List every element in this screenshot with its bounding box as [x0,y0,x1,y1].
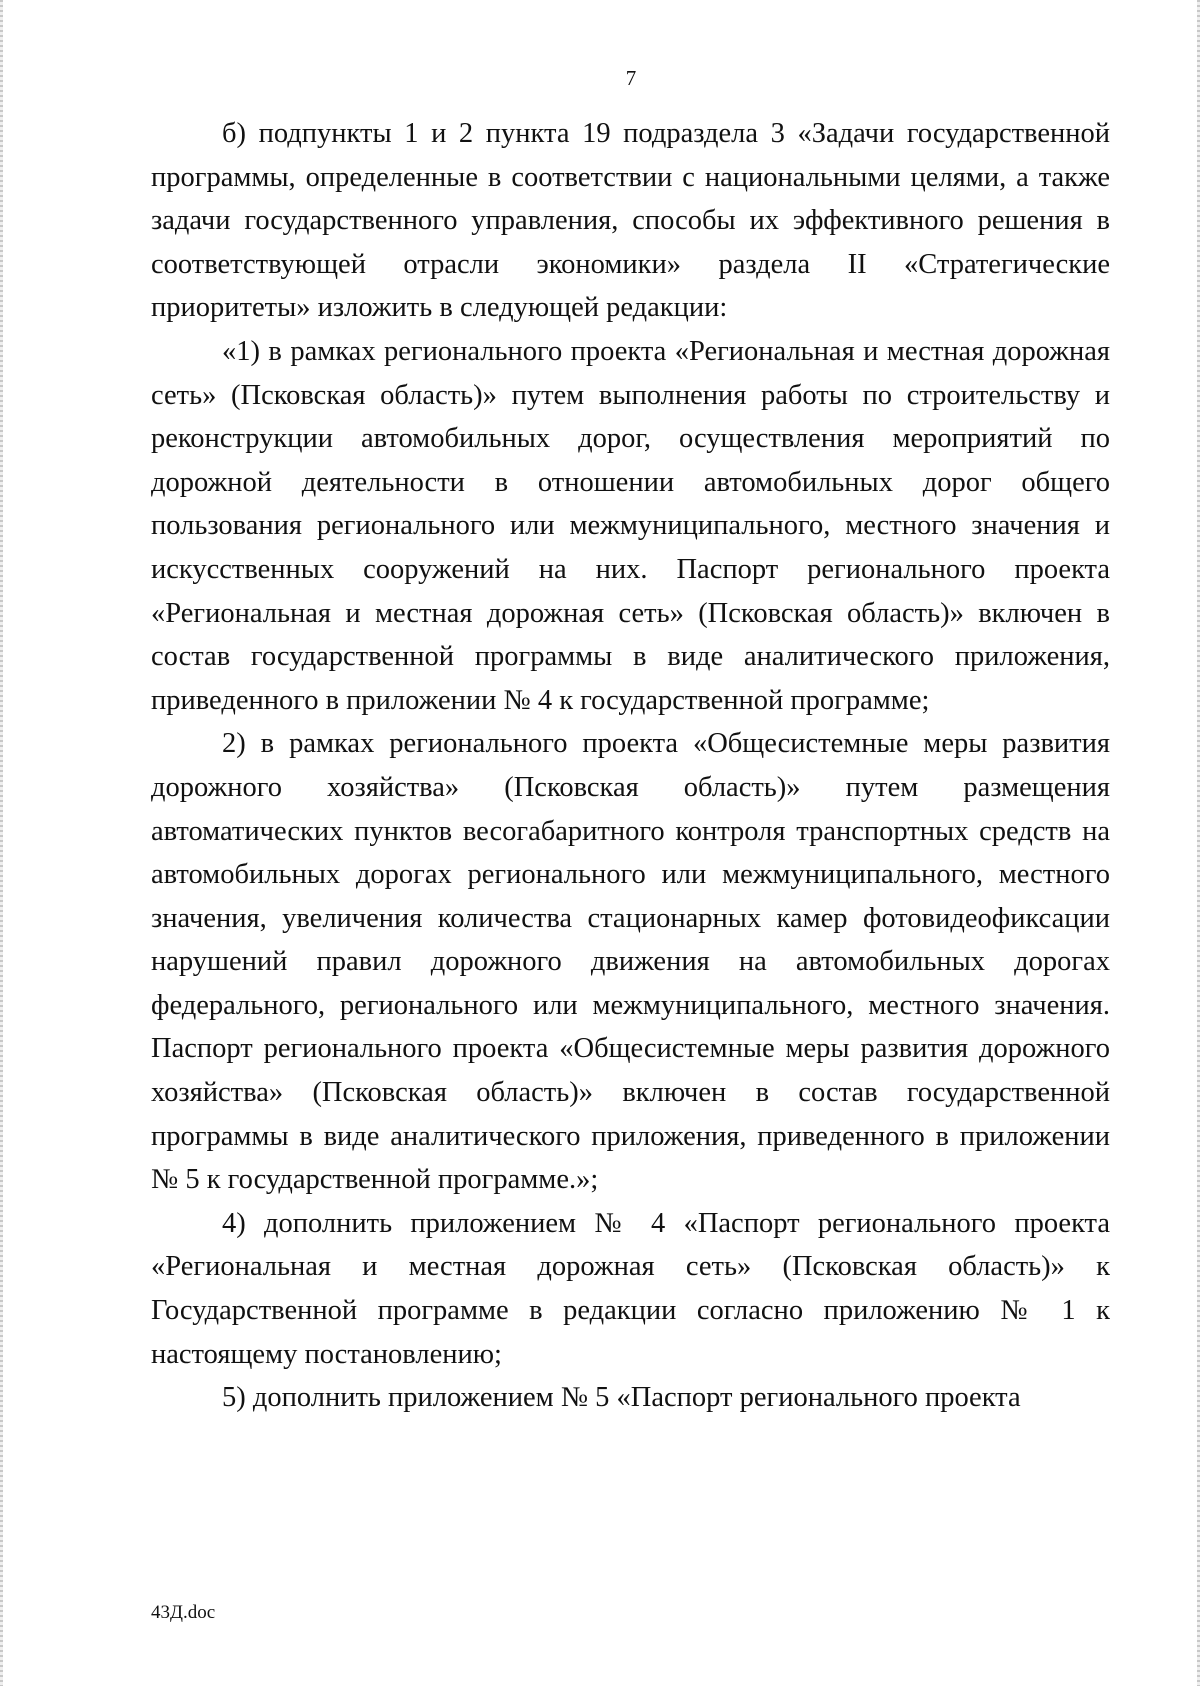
paragraph-subitems-1-2-amendment: б) подпункты 1 и 2 пункта 19 подраздела 3 «Задачи государственной программы, определенные в соответствии с национальными целями, а также задачи государственного управления, способы их эффективного решения в соответствующей отрасли экономики» раздела II «Стратегические приоритеты» изложить в следующей редакции: [151,118,1110,324]
paragraph-item-4-appendix-4: 4) дополнить приложением № 4 «Паспорт регионального проекта «Региональная и местная дорожная сеть» (Псковская область)» к Государственной программе в редакции согласно приложению № 1 к настоящему постановлению; [151,1207,1110,1370]
footer-filename: 43Д.doc [151,1602,216,1623]
paragraph-item-5-appendix-5: 5) дополнить приложением № 5 «Паспорт регионального проекта [222,1382,1021,1414]
scan-edge-left [0,0,3,1686]
paragraph-item-1-road-network: «1) в рамках регионального проекта «Региональная и местная дорожная сеть» (Псковская область)» путем выполнения работы по строительству и реконструкции автомобильных дорог, осуществления мероприятий по дорожной деятельности в отношении автомобильных дорог общего пользования регионального или межмуниципального, местного значения и искусственных сооружений на них. Паспорт регионального проекта «Региональная и местная дорожная сеть» (Псковская область)» включен в состав государственной программы в виде аналитического приложения, приведенного в приложении № 4 к государственной программе; [151,335,1110,716]
page-number: 7 [625,66,637,90]
document-body [151,112,1110,1420]
paragraph-item-2-road-management: 2) в рамках регионального проекта «Общесистемные меры развития дорожного хозяйства» (Псковская область)» путем размещения автоматических пунктов весогабаритного контроля транспортных средств на автомобильных дорогах регионального или межмуниципального, местного значения, увеличения количества стационарных камер фотовидеофиксации нарушений правил дорожного движения на автомобильных дорогах федерального, регионального или межмуниципального, местного значения. Паспорт регионального проекта «Общесистемные меры развития дорожного хозяйства» (Псковская область)» включен в состав государственной программы в виде аналитического приложения, приведенного в приложении № 5 к государственной программе.»; [151,728,1110,1196]
